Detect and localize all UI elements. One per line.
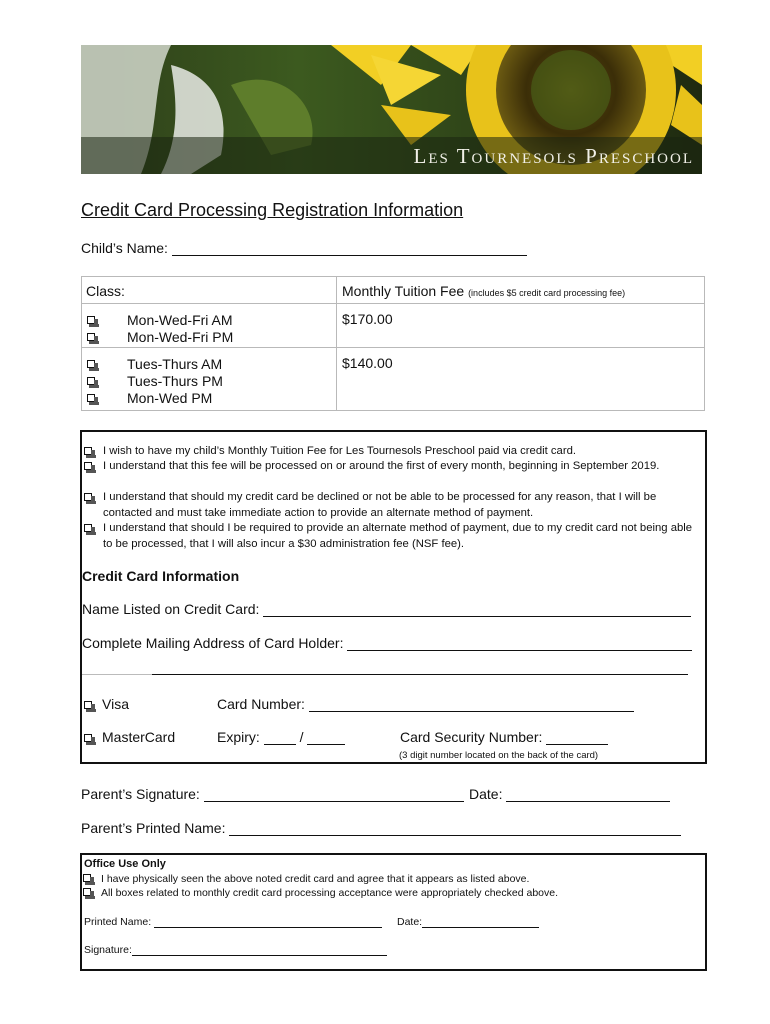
checkbox[interactable] [83, 874, 91, 882]
fee-header-cell [337, 277, 705, 304]
parent-signature-label: Parent’s Signature: [81, 786, 200, 802]
class-header-cell [82, 277, 337, 304]
parent-date-row [469, 786, 670, 802]
visa-label: Visa [102, 696, 129, 712]
checkbox[interactable] [84, 524, 92, 532]
card-name-field[interactable] [263, 602, 691, 617]
office-item-text: All boxes related to monthly credit card processing acceptance were appropriately checked above. [101, 887, 559, 899]
office-printed-name-field[interactable] [154, 916, 382, 928]
parent-date-field[interactable] [506, 787, 670, 802]
expiry-separator: / [299, 729, 304, 745]
office-heading: Office Use Only [84, 858, 166, 870]
visa-checkbox[interactable] [84, 701, 92, 709]
child-name-row [81, 240, 527, 256]
office-use-section [80, 853, 707, 971]
office-item [82, 873, 529, 885]
child-name-label: Child’s Name: [81, 240, 168, 256]
security-label: Card Security Number: [400, 729, 543, 745]
page-title: Credit Card Processing Registration Information [81, 200, 464, 220]
school-name: Les Tournesols Preschool [413, 144, 694, 168]
security-row [400, 729, 608, 745]
parent-signature-field[interactable] [204, 787, 464, 802]
card-number-label: Card Number: [217, 696, 305, 712]
fee-cell-2 [337, 348, 705, 411]
class-header: Class: [86, 283, 125, 299]
acknowledgement-text: I understand that should I be required to provide an alternate method of payment, due to my credit card not being able to be processed, that I will also incur a $30 administration fee (NSF fee). [103, 522, 693, 550]
office-item-text: I have physically seen the above noted credit card and agree that it appears as listed above. [101, 873, 530, 885]
school-banner [81, 45, 702, 174]
address-row [82, 635, 692, 651]
checkbox[interactable] [87, 377, 95, 385]
fee-header: Monthly Tuition Fee [342, 283, 465, 299]
parent-printed-name-row [81, 820, 681, 836]
checkbox[interactable] [84, 447, 92, 455]
card-name-label: Name Listed on Credit Card: [82, 601, 260, 617]
address-field-line-2[interactable] [152, 674, 688, 675]
security-field[interactable] [546, 730, 608, 745]
credit-card-heading: Credit Card Information [82, 568, 240, 584]
office-date-field[interactable] [422, 916, 539, 928]
acknowledgement-text: I wish to have my child’s Monthly Tuition Fee for Les Tournesols Preschool paid via credit card. [103, 445, 577, 457]
checkbox[interactable] [87, 360, 95, 368]
office-item [82, 887, 558, 899]
mastercard-option [82, 729, 175, 745]
parent-date-label: Date: [469, 786, 503, 802]
fee-value: $170.00 [342, 311, 393, 327]
office-printed-name-row [84, 916, 382, 928]
security-note: (3 digit number located on the back of the card) [399, 750, 599, 761]
office-date-label: Date: [397, 916, 423, 928]
parent-printed-name-label: Parent’s Printed Name: [81, 820, 226, 836]
address-label: Complete Mailing Address of Card Holder: [82, 635, 344, 651]
checkbox[interactable] [84, 462, 92, 470]
class-option [82, 328, 336, 345]
address-line-indent [82, 674, 152, 675]
fee-note: (includes $5 credit card processing fee) [468, 288, 626, 298]
card-number-row [217, 696, 634, 712]
class-option-label: Mon-Wed-Fri AM [127, 311, 233, 328]
class-group-1 [82, 304, 337, 348]
class-option [82, 311, 336, 328]
expiry-row [217, 729, 345, 745]
office-signature-row [84, 944, 387, 956]
class-option [82, 389, 336, 406]
acknowledgement-text: I understand that should my credit card be declined or not be able to be processed for any reason, that I will be contacted and must take immediate action to provide an alternate method of payment. [103, 491, 657, 519]
checkbox[interactable] [83, 888, 91, 896]
checkbox[interactable] [84, 493, 92, 501]
expiry-month-field[interactable] [264, 730, 296, 745]
card-number-field[interactable] [309, 697, 634, 712]
class-table [81, 276, 705, 411]
acknowledgement-text: I understand that this fee will be processed on or around the first of every month, beginning in September 2019. [103, 460, 660, 472]
card-name-row [82, 601, 691, 617]
parent-signature-row [81, 786, 464, 802]
class-option-label: Tues-Thurs PM [127, 372, 223, 389]
class-option-label: Tues-Thurs AM [127, 355, 223, 372]
address-field-line-1[interactable] [347, 636, 692, 651]
office-date-row [397, 916, 539, 928]
fee-cell-1 [337, 304, 705, 348]
office-signature-field[interactable] [132, 944, 387, 956]
class-option-label: Mon-Wed PM [127, 389, 213, 406]
class-option [82, 372, 336, 389]
mastercard-label: MasterCard [102, 729, 176, 745]
expiry-label: Expiry: [217, 729, 260, 745]
checkbox[interactable] [87, 316, 95, 324]
child-name-field[interactable] [172, 241, 527, 256]
office-printed-name-label: Printed Name: [84, 916, 152, 928]
parent-printed-name-field[interactable] [229, 821, 681, 836]
class-option [82, 355, 336, 372]
checkbox[interactable] [87, 333, 95, 341]
expiry-year-field[interactable] [307, 730, 345, 745]
visa-option [82, 696, 129, 712]
mastercard-checkbox[interactable] [84, 734, 92, 742]
credit-card-section [80, 430, 707, 764]
class-group-2 [82, 348, 337, 411]
fee-value: $140.00 [342, 355, 393, 371]
office-signature-label: Signature: [84, 944, 132, 956]
class-option-label: Mon-Wed-Fri PM [127, 328, 234, 345]
checkbox[interactable] [87, 394, 95, 402]
